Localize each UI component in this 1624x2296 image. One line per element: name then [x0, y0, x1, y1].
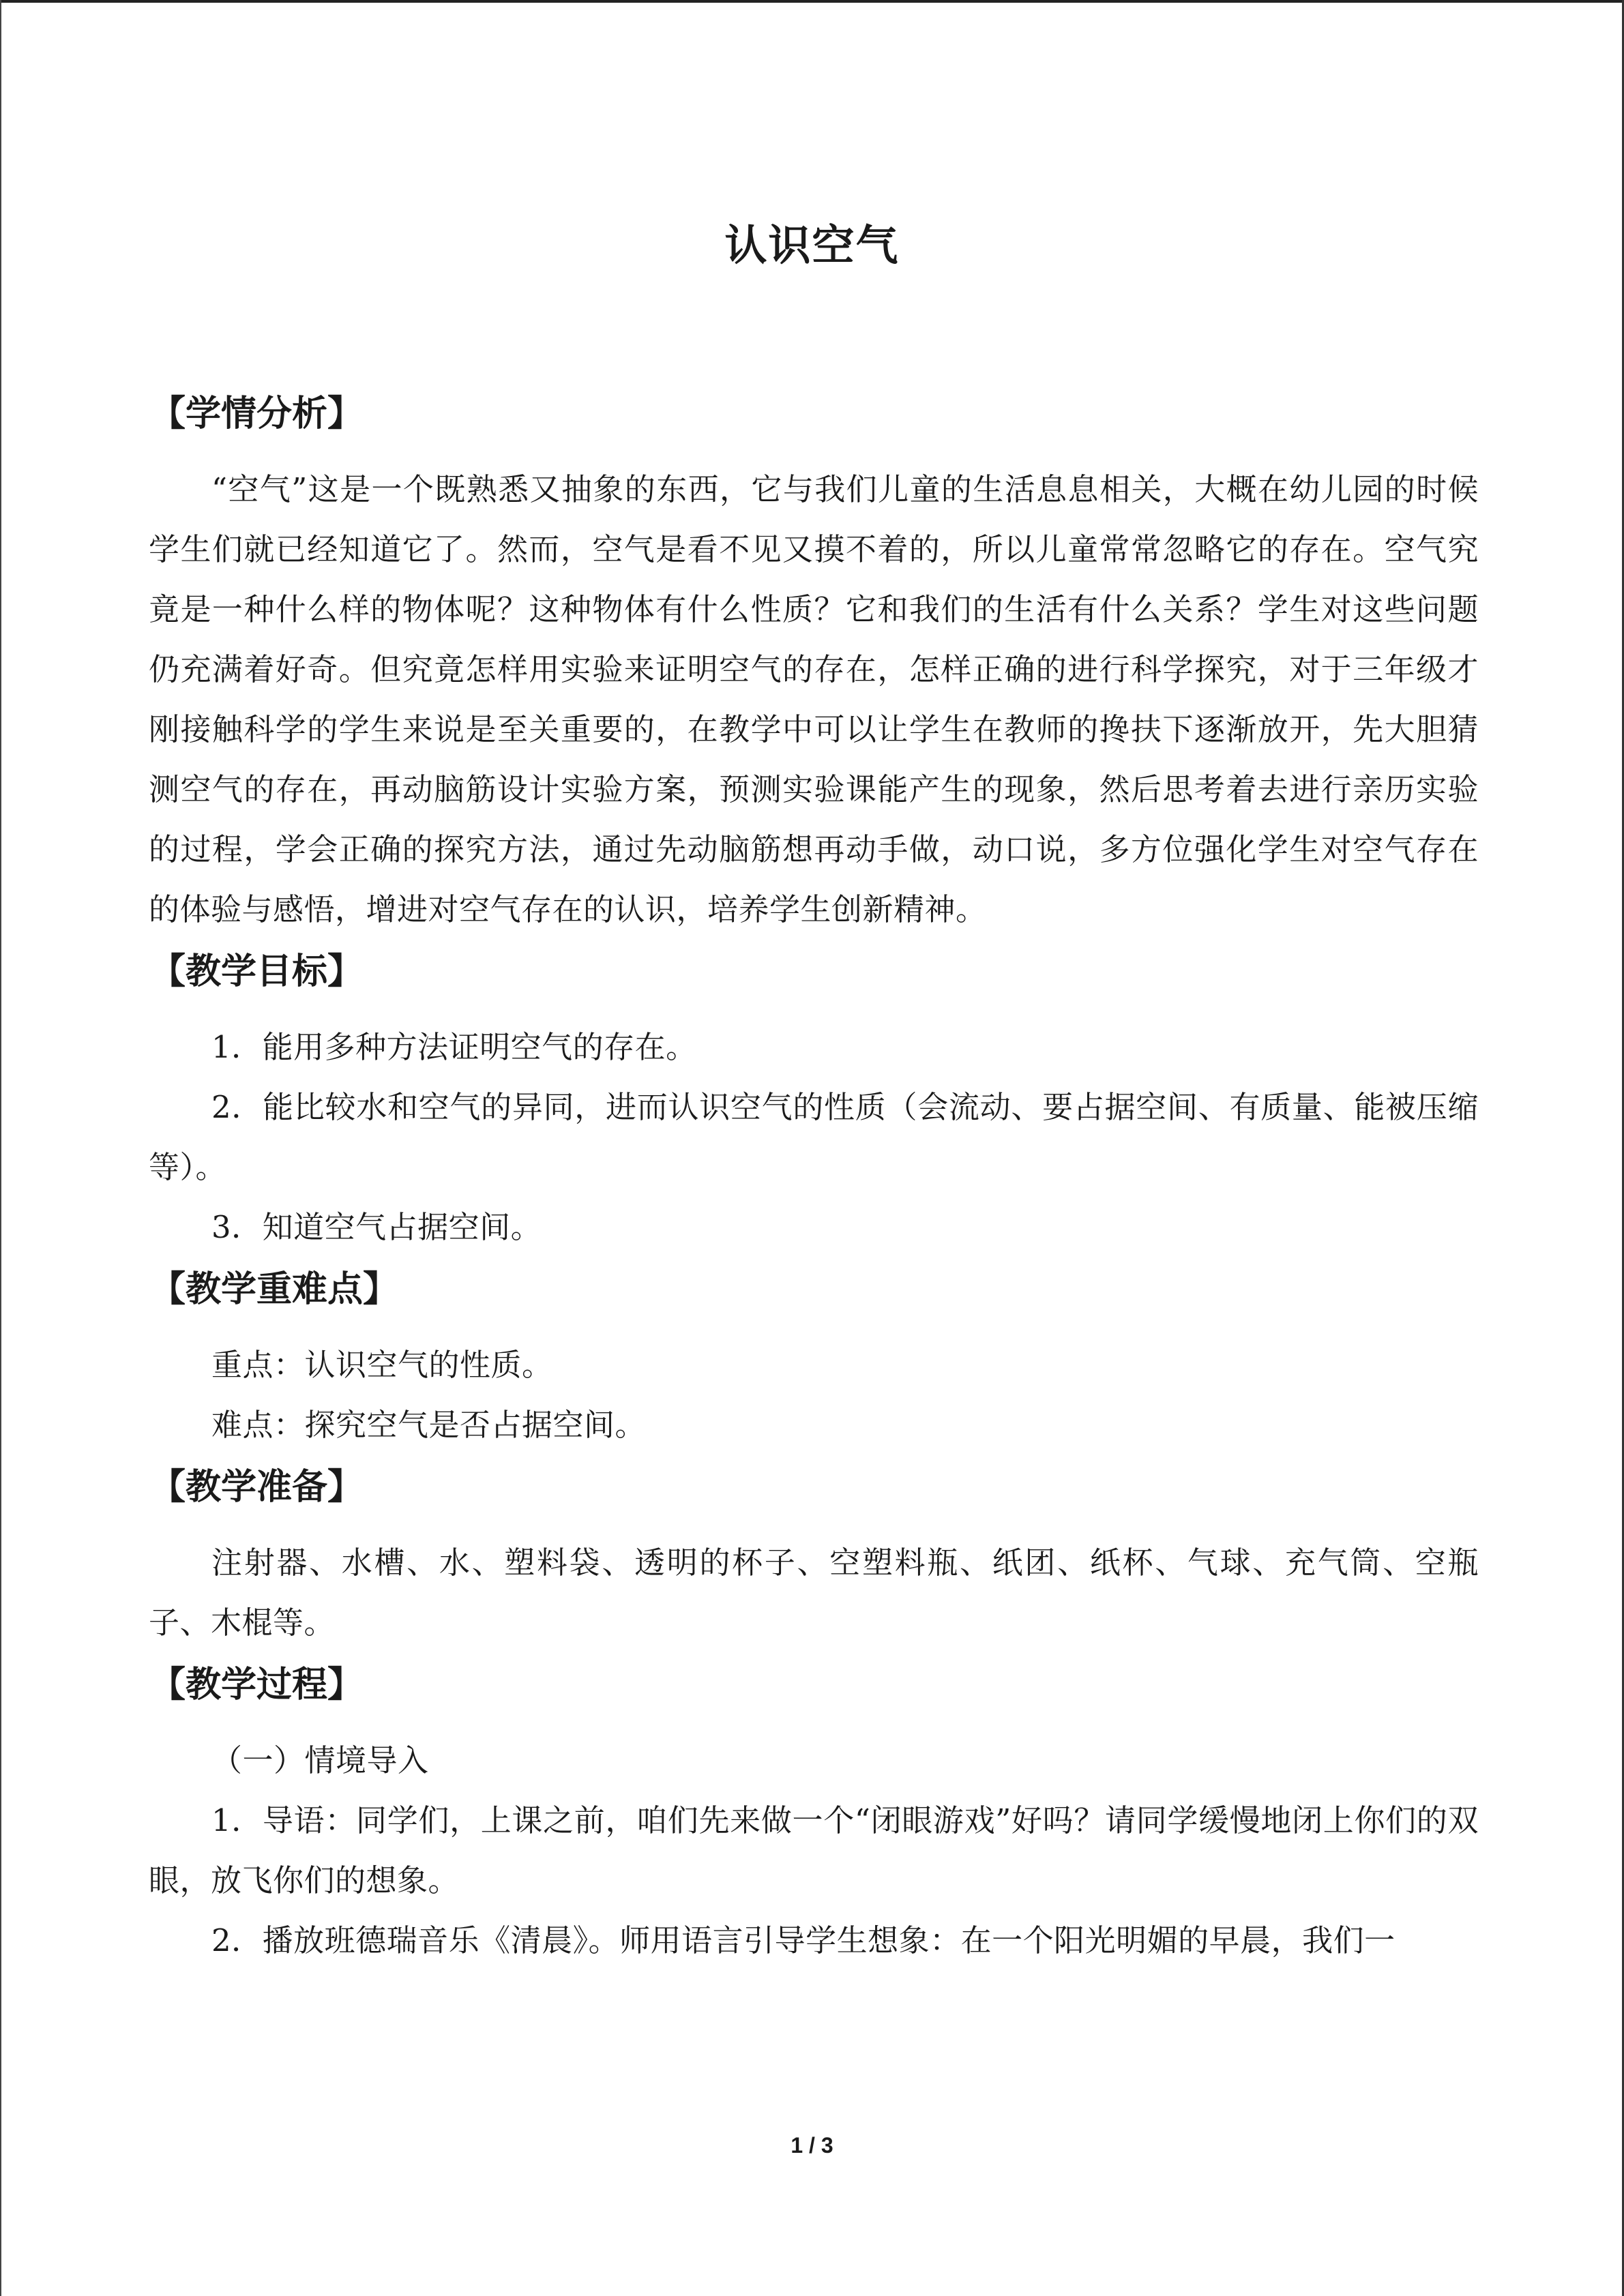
- paragraph: 2．播放班德瑞音乐《清晨》。师用语言引导学生想象：在一个阳光明媚的早晨，我们一: [211, 1922, 1396, 1958]
- paragraph: 重点：认识空气的性质。: [211, 1347, 553, 1383]
- page-number: 1 / 3: [791, 2133, 833, 2158]
- paragraph: 2．能比较水和空气的异同，进而认识空气的性质（会流动、要占据空间、有质量、能被压缩等）。: [149, 1089, 1479, 1185]
- paragraph: “空气”这是一个既熟悉又抽象的东西，它与我们儿童的生活息息相关，大概在幼儿园的时候学生们就已经知道它了。然而，空气是看不见又摸不着的，所以儿童常常忽略它的存在。空气究竟是一种什么样的物体呢？这种物体有什么性质？它和我们的生活有什么关系？学生对这些问题仍充满着好奇。但究竟怎样用实验来证明空气的存在，怎样正确的进行科学探究，对于三年级才刚接触科学的学生来说是至关重要的，在教学中可以让学生在教师的搀扶下逐渐放开，先大胆猜测空气的存在，再动脑筋设计实验方案，预测实验课能产生的现象，然后思考着去进行亲历实验的过程，学会正确的探究方法，通过先动脑筋想再动手做，动口说，多方位强化学生对空气存在的体验与感悟，增进对空气存在的认识，培养学生创新精神。: [149, 471, 1479, 927]
- paragraph: 注射器、水槽、水、塑料袋、透明的杯子、空塑料瓶、纸团、纸杯、气球、充气筒、空瓶子、木棍等。: [149, 1545, 1479, 1641]
- page-title: 认识空气: [724, 220, 900, 270]
- section-key-difficulties: [149, 1257, 1479, 1455]
- section-heading: 【学情分析】: [150, 393, 364, 434]
- section-heading: 【教学过程】: [150, 1665, 364, 1705]
- section-teaching-process: [149, 1653, 1479, 1971]
- paragraph: 1．导语：同学们，上课之前，咱们先来做一个“闭眼游戏”好吗？请同学缓慢地闭上你们的双眼，放飞你们的想象。: [149, 1802, 1479, 1898]
- document-body: [149, 382, 1479, 1971]
- section-teaching-preparation: [149, 1455, 1479, 1653]
- section-heading: 【教学重难点】: [150, 1269, 399, 1310]
- paragraph: 难点：探究空气是否占据空间。: [211, 1407, 647, 1443]
- section-heading: 【教学目标】: [150, 951, 364, 992]
- page-top-border: [0, 0, 1624, 3]
- paragraph: 1．能用多种方法证明空气的存在。: [211, 1029, 697, 1065]
- page-left-border: [0, 0, 1, 2296]
- section-teaching-goals: [149, 940, 1479, 1257]
- paragraph: （一）情境导入: [211, 1742, 429, 1778]
- paragraph: 3．知道空气占据空间。: [211, 1209, 542, 1245]
- section-heading: 【教学准备】: [150, 1467, 364, 1508]
- section-learning-analysis: [149, 382, 1479, 940]
